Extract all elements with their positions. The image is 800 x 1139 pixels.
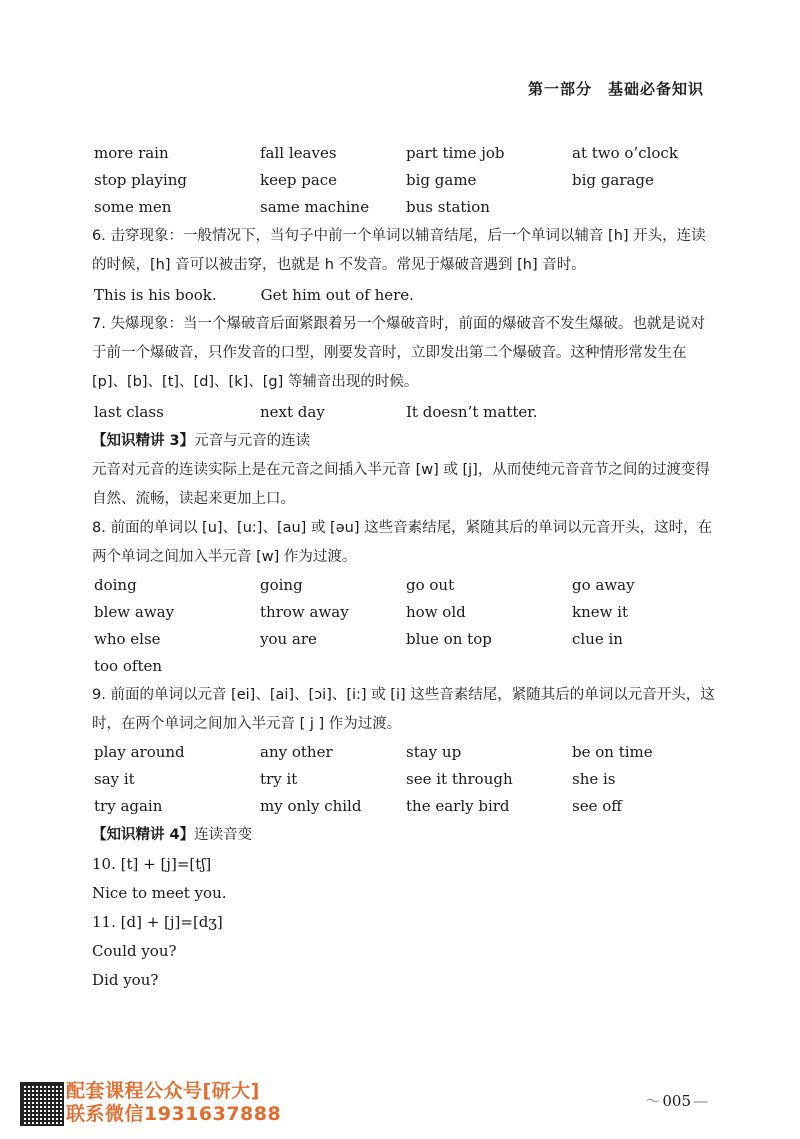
example-word: you are [260, 630, 317, 648]
example-row-6 [94, 286, 718, 304]
example-word: who else [94, 630, 161, 648]
example-word: how old [406, 603, 466, 621]
example-word: she is [572, 770, 616, 788]
page-content [92, 140, 718, 995]
qr-code-icon [20, 1082, 64, 1126]
example-word: see it through [406, 770, 513, 788]
example-word: stop playing [94, 171, 188, 189]
section-4-title: 连读音变 [194, 827, 253, 843]
section-3-heading [92, 427, 718, 456]
example-word: go out [406, 576, 455, 594]
example-word [260, 657, 406, 675]
example-grid-8 [94, 576, 718, 675]
example-word: at two o’clock [572, 144, 678, 162]
example-word: clue in [572, 630, 623, 648]
example-11a: Could you? [92, 942, 177, 960]
vowel-intro-paragraph: 元音对元音的连读实际上是在元音之间插入半元音 [w] 或 [j]，从而使纯元音音节之间的过渡变得自然、流畅，读起来更加上口。 [92, 462, 710, 507]
example-word: bus station [406, 198, 490, 216]
example-11b: Did you? [92, 971, 159, 989]
example-word: blew away [94, 603, 175, 621]
example-10: Nice to meet you. [92, 884, 227, 902]
section-3-title: 元音与元音的连读 [194, 433, 311, 449]
page-header: 第一部分 基础必备知识 [527, 80, 704, 98]
rule-6-paragraph: 6. 击穿现象：一般情况下，当句子中前一个单词以辅音结尾，后一个单词以辅音 [h] 开头，连读的时候，[h] 音可以被击穿，也就是 h 不发音。常见于爆破音遇到 [h] 音时。 [92, 228, 706, 273]
rule-10: 10. [t] + [j]=[tʃ] [92, 855, 212, 873]
example-sentence: This is his book. [94, 286, 217, 304]
example-word: last class [94, 403, 164, 421]
example-word: blue on top [406, 630, 492, 648]
example-word: any other [260, 743, 333, 761]
example-word: my only child [260, 797, 362, 815]
example-word: going [260, 576, 303, 594]
example-word: big game [406, 171, 477, 189]
example-word: see off [572, 797, 622, 815]
example-grid-a [94, 144, 718, 216]
example-word: fall leaves [260, 144, 337, 162]
example-word: try again [94, 797, 163, 815]
example-word [572, 657, 722, 675]
page-number: ～ 005 — [645, 1090, 708, 1111]
rule-9-paragraph: 9. 前面的单词以元音 [ei]、[ai]、[ɔi]、[i:] 或 [i] 这些音素结尾，紧随其后的单词以元音开头，这时，在两个单词之间加入半元音 [ j ] 作为过渡。 [92, 687, 715, 732]
example-word: too often [94, 657, 163, 675]
rule-7-paragraph: 7. 失爆现象：当一个爆破音后面紧跟着另一个爆破音时，前面的爆破音不发生爆破。也就是说对于前一个爆破音，只作发音的口型，刚要发音时，立即发出第二个爆破音。这种情形常发生在 [p]、[b]、[t]、[d]、[k]、[g] 等辅音出现的时候。 [92, 316, 705, 390]
example-word: knew it [572, 603, 629, 621]
example-word [406, 657, 572, 675]
example-word: play around [94, 743, 185, 761]
example-word: some men [94, 198, 172, 216]
rule-11: 11. [d] + [j]=[dʒ] [92, 913, 223, 931]
section-3-tag: 【知识精讲 3】 [92, 433, 195, 449]
example-word: same machine [260, 198, 370, 216]
rule-8-paragraph: 8. 前面的单词以 [u]、[u:]、[au] 或 [əu] 这些音素结尾，紧随其后的单词以元音开头，这时，在两个单词之间加入半元音 [w] 作为过渡。 [92, 520, 713, 565]
example-word: keep pace [260, 171, 338, 189]
example-word: throw away [260, 603, 349, 621]
example-word: more rain [94, 144, 169, 162]
example-word: doing [94, 576, 137, 594]
section-4-heading [92, 821, 718, 850]
example-word: next day [260, 403, 325, 421]
example-grid-9 [94, 743, 718, 815]
example-word: say it [94, 770, 135, 788]
watermark-line-1: 配套课程公众号[研大] [66, 1080, 260, 1102]
example-word: the early bird [406, 797, 510, 815]
example-word: part time job [406, 144, 505, 162]
example-word: big garage [572, 171, 654, 189]
example-word [572, 198, 722, 216]
example-word: go away [572, 576, 635, 594]
section-4-tag: 【知识精讲 4】 [92, 827, 195, 843]
watermark [66, 1080, 281, 1126]
example-word: try it [260, 770, 298, 788]
example-word: stay up [406, 743, 462, 761]
example-row-7 [94, 403, 718, 421]
example-word: It doesn’t matter. [406, 403, 538, 421]
example-word: be on time [572, 743, 653, 761]
example-sentence: Get him out of here. [260, 286, 414, 304]
watermark-line-2: 联系微信1931637888 [66, 1103, 282, 1125]
